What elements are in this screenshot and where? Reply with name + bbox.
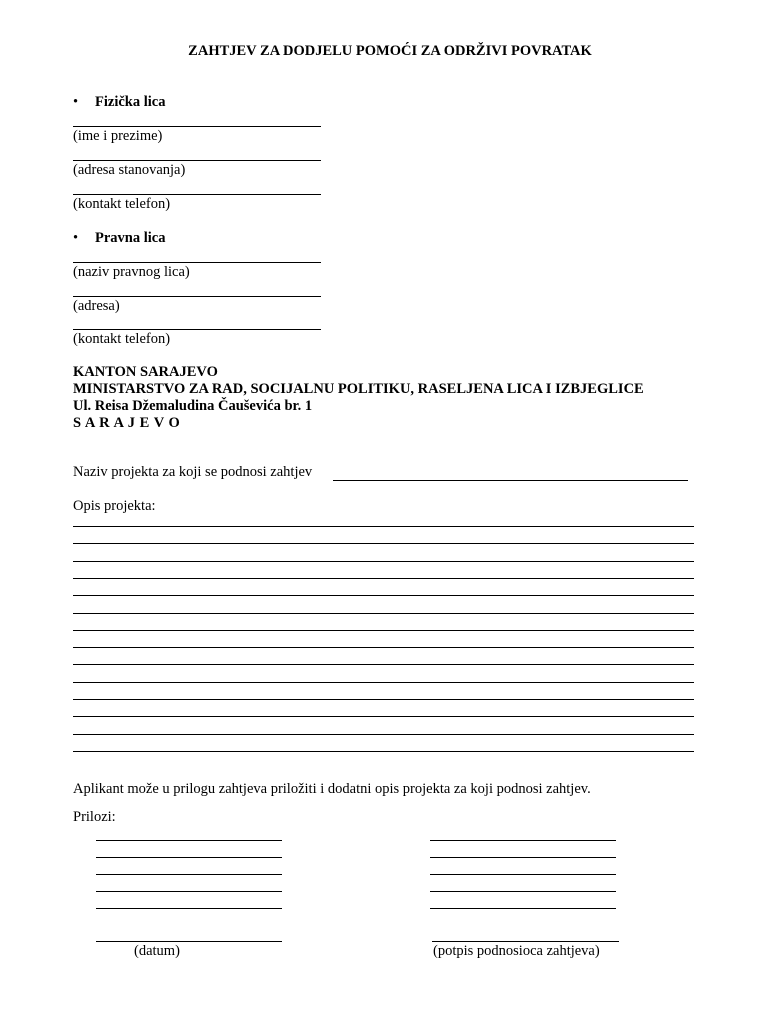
project-description-label: Opis projekta: — [73, 498, 156, 514]
description-line[interactable] — [73, 578, 694, 579]
description-line[interactable] — [73, 751, 694, 752]
bullet-icon: • — [73, 230, 79, 246]
description-line[interactable] — [73, 595, 694, 596]
legal-name-input-line[interactable] — [73, 262, 321, 263]
signature-input-line[interactable] — [432, 941, 619, 942]
attachment-line[interactable] — [430, 874, 616, 875]
recipient-line-2: MINISTARSTVO ZA RAD, SOCIJALNU POLITIKU, RASELJENA LICA I IZBJEGLICE — [73, 381, 644, 397]
attachment-line[interactable] — [96, 840, 282, 841]
recipient-line-3: Ul. Reisa Džemaludina Čauševića br. 1 — [73, 398, 313, 414]
description-line[interactable] — [73, 699, 694, 700]
attachment-note: Aplikant može u prilogu zahtjeva priložiti i dodatni opis projekta za koji podnosi zahtjev. — [73, 781, 591, 797]
attachment-line[interactable] — [430, 840, 616, 841]
attachment-line[interactable] — [430, 908, 616, 909]
section-physical-heading — [73, 94, 165, 111]
phone-field-label: (kontakt telefon) — [73, 196, 171, 212]
legal-address-field-label: (adresa) — [73, 298, 120, 314]
attachment-line[interactable] — [96, 891, 282, 892]
description-line[interactable] — [73, 716, 694, 717]
recipient-line-1: KANTON SARAJEVO — [73, 364, 218, 380]
description-line[interactable] — [73, 664, 694, 665]
date-input-line[interactable] — [96, 941, 282, 942]
description-line[interactable] — [73, 561, 694, 562]
description-line[interactable] — [73, 526, 694, 527]
signature-label: (potpis podnosioca zahtjeva) — [433, 943, 600, 959]
description-line[interactable] — [73, 630, 694, 631]
attachment-line[interactable] — [430, 857, 616, 858]
description-line[interactable] — [73, 647, 694, 648]
description-line[interactable] — [73, 734, 694, 735]
date-label: (datum) — [134, 943, 180, 959]
attachment-line[interactable] — [96, 857, 282, 858]
address-input-line[interactable] — [73, 160, 321, 161]
phone-input-line[interactable] — [73, 194, 321, 195]
section-legal-heading-text: Pravna lica — [95, 230, 166, 246]
project-name-input-line[interactable] — [333, 480, 688, 481]
description-line[interactable] — [73, 682, 694, 683]
description-line[interactable] — [73, 543, 694, 544]
legal-name-field-label: (naziv pravnog lica) — [73, 264, 190, 280]
form-title: ZAHTJEV ZA DODJELU POMOĆI ZA ODRŽIVI POVRATAK — [188, 43, 592, 59]
project-name-label: Naziv projekta za koji se podnosi zahtjev — [73, 464, 313, 480]
legal-phone-input-line[interactable] — [73, 329, 321, 330]
name-input-line[interactable] — [73, 126, 321, 127]
legal-phone-field-label: (kontakt telefon) — [73, 331, 171, 347]
attachment-line[interactable] — [430, 891, 616, 892]
description-line[interactable] — [73, 613, 694, 614]
name-field-label: (ime i prezime) — [73, 128, 163, 144]
attachment-line[interactable] — [96, 908, 282, 909]
section-physical-heading-text: Fizička lica — [95, 94, 166, 110]
recipient-address — [73, 364, 644, 432]
section-legal-heading — [73, 230, 165, 247]
address-field-label: (adresa stanovanja) — [73, 162, 186, 178]
attachment-line[interactable] — [96, 874, 282, 875]
attachments-label: Prilozi: — [73, 809, 116, 825]
bullet-icon: • — [73, 94, 79, 110]
legal-address-input-line[interactable] — [73, 296, 321, 297]
recipient-line-4: S A R A J E V O — [73, 415, 181, 431]
